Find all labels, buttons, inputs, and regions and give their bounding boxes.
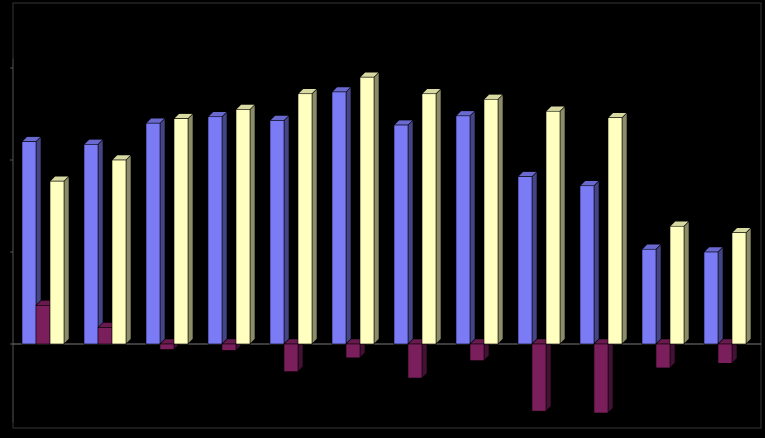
bar-series-1-category-5 xyxy=(270,115,289,344)
bar-side-face xyxy=(746,228,751,344)
bar-front-face xyxy=(670,226,684,344)
bar-front-face xyxy=(608,118,622,344)
bar-series-1-category-2 xyxy=(84,139,103,344)
bar-side-face xyxy=(436,89,441,344)
bar-series-1-category-8 xyxy=(456,111,475,344)
bar-front-face xyxy=(518,177,532,344)
bar-front-face xyxy=(456,116,470,344)
bar-side-face xyxy=(188,114,193,344)
bar-side-face xyxy=(250,104,255,344)
bar-front-face xyxy=(50,181,64,344)
bar-front-face xyxy=(270,120,284,344)
bar-front-face xyxy=(98,327,112,344)
bar-side-face xyxy=(560,106,565,344)
bar-front-face xyxy=(160,344,174,350)
bar-front-face xyxy=(642,249,656,344)
bar-series-3-category-8 xyxy=(484,94,503,344)
bar-side-face xyxy=(594,181,599,344)
bar-side-face xyxy=(64,176,69,344)
bar-series-2-category-7 xyxy=(408,339,427,378)
bar-side-face xyxy=(532,172,537,344)
bar-side-face xyxy=(422,339,427,378)
bar-front-face xyxy=(346,344,360,358)
bar-side-face xyxy=(374,72,379,344)
bar-series-3-category-3 xyxy=(174,114,193,344)
bar-series-3-category-12 xyxy=(732,228,751,344)
bar-side-face xyxy=(498,94,503,344)
bar-series-3-category-7 xyxy=(422,89,441,344)
bar-front-face xyxy=(546,111,560,344)
bar-front-face xyxy=(594,344,608,413)
bar-side-face xyxy=(622,113,627,344)
bar-front-face xyxy=(656,344,670,368)
bar-side-face xyxy=(126,155,131,344)
bar-front-face xyxy=(408,344,422,378)
bar-front-face xyxy=(360,77,374,344)
bar-front-face xyxy=(532,344,546,411)
bar-series-1-category-6 xyxy=(332,87,351,344)
bar-side-face xyxy=(98,139,103,344)
bar-side-face xyxy=(222,112,227,344)
bar-series-3-category-4 xyxy=(236,104,255,344)
bar-front-face xyxy=(208,117,222,344)
bar-front-face xyxy=(732,233,746,344)
bar-series-3-category-2 xyxy=(112,155,131,344)
bar-side-face xyxy=(284,115,289,344)
bar-series-3-category-1 xyxy=(50,176,69,344)
bar-front-face xyxy=(718,344,732,363)
bar-series-1-category-9 xyxy=(518,172,537,344)
bar-side-face xyxy=(718,247,723,344)
bar-series-3-category-5 xyxy=(298,89,317,344)
bar-side-face xyxy=(608,339,613,413)
bar-series-3-category-9 xyxy=(546,106,565,344)
bar-series-1-category-10 xyxy=(580,181,599,344)
bar-front-face xyxy=(236,109,250,344)
bar-front-face xyxy=(284,344,298,372)
bar-front-face xyxy=(146,123,160,344)
bar-series-1-category-12 xyxy=(704,247,723,344)
bar-side-face xyxy=(684,221,689,344)
bar-front-face xyxy=(222,344,236,350)
bar-series-1-category-7 xyxy=(394,120,413,344)
bar-front-face xyxy=(174,119,188,344)
bar-front-face xyxy=(22,142,36,344)
bar-series-1-category-4 xyxy=(208,112,227,344)
bar-side-face xyxy=(346,87,351,344)
bar-side-face xyxy=(408,120,413,344)
bar-front-face xyxy=(704,252,718,344)
bar-front-face xyxy=(298,94,312,344)
bar-series-2-category-9 xyxy=(532,339,551,411)
bar-front-face xyxy=(332,92,346,344)
bar-series-1-category-11 xyxy=(642,244,661,344)
bar-side-face xyxy=(546,339,551,411)
bar-series-3-category-11 xyxy=(670,221,689,344)
bar-series-2-category-10 xyxy=(594,339,613,413)
bar-front-face xyxy=(36,305,50,344)
bar-side-face xyxy=(656,244,661,344)
bar-side-face xyxy=(312,89,317,344)
bar-series-1-category-3 xyxy=(146,118,165,344)
bar-front-face xyxy=(580,186,594,344)
bar-front-face xyxy=(112,160,126,344)
bar-series-3-category-6 xyxy=(360,72,379,344)
bar-front-face xyxy=(84,144,98,344)
bar-front-face xyxy=(484,99,498,344)
bar-front-face xyxy=(470,344,484,361)
bar-series-3-category-10 xyxy=(608,113,627,344)
bar-front-face xyxy=(422,94,436,344)
bar-side-face xyxy=(160,118,165,344)
bar-front-face xyxy=(394,125,408,344)
bar-side-face xyxy=(470,111,475,344)
